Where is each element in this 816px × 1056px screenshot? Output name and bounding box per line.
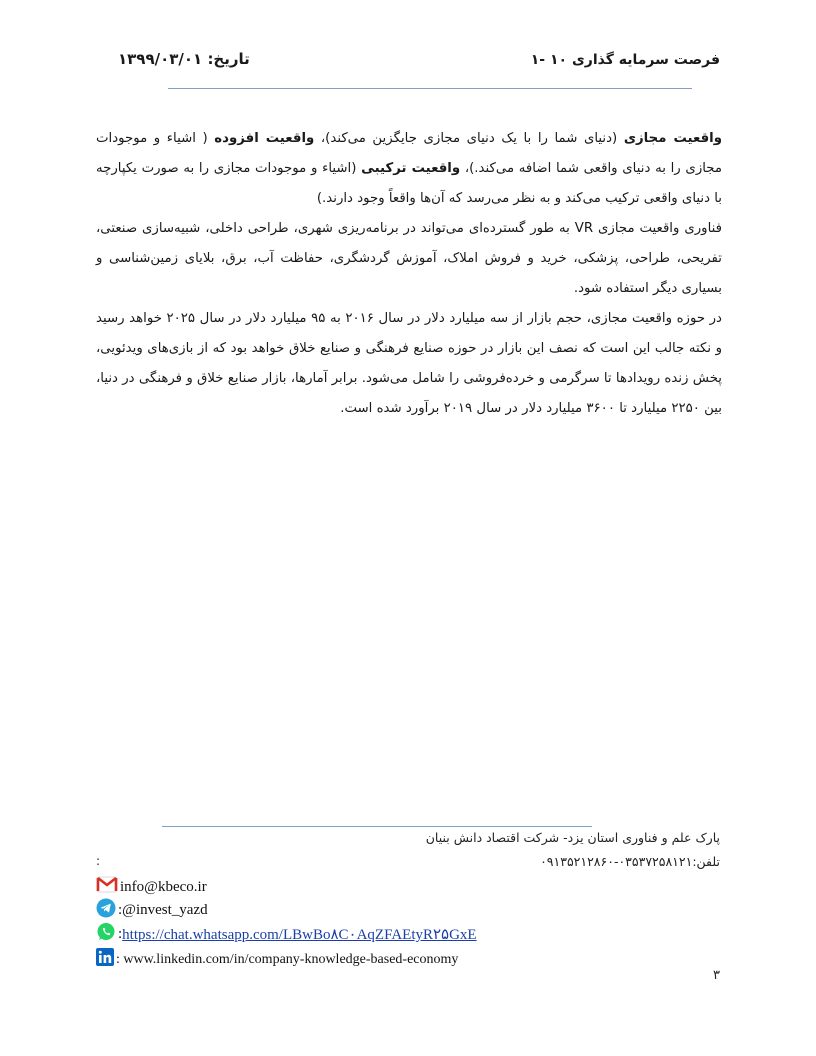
whatsapp-icon [96, 922, 116, 947]
whatsapp-prefix: : [118, 926, 123, 942]
text-segment: (اشیاء و موجودات مجازی را به صورت یکپارچه با دنیای واقعی ترکیب می‌کند و به نظر می‌رسد که آن‌ها واقعاً وجود دارند.) [96, 161, 722, 206]
document-date [118, 50, 250, 68]
whatsapp-row [96, 922, 477, 947]
linkedin-icon [96, 948, 114, 971]
term-virtual-reality: واقعیت مجازی [623, 131, 722, 146]
footer-divider [162, 826, 592, 827]
footer-phone: تلفن:۰۳۵۳۷۲۵۸۱۲۱-۰۹۱۳۵۲۱۲۸۶۰ [540, 854, 720, 869]
paragraph-vr-market: در حوزه واقعیت مجازی، حجم بازار از سه میلیارد دلار در سال ۲۰۱۶ به ۹۵ میلیارد دلار در سال ۲۰۲۵ خواهد رسید و نکته جالب این است که نصف این بازار در حوزه صنایع فرهنگی و صنایع خلاق خواهد بود که از بازی‌های ویدئویی، پخش زنده رویدادها تا سرگرمی و خرده‌فروشی را شامل می‌شود. برابر آمارها، بازار صنایع خلاق و فرهنگی در دنیا، بین ۲۲۵۰ میلیارد تا ۳۶۰۰ میلیارد دلار در سال ۲۰۱۹ برآورد شده است. [96, 311, 722, 416]
linkedin-url[interactable]: : www.linkedin.com/in/company-knowledge-based-economy [116, 951, 459, 967]
telegram-row [96, 898, 208, 923]
paragraph-vr-types [96, 124, 722, 214]
footer-organization: پارک علم و فناوری استان یزد- شرکت اقتصاد دانش بنیان [425, 830, 720, 845]
term-mixed-reality: واقعیت ترکیبی [361, 161, 461, 176]
page-number: ۳ [713, 968, 720, 983]
gmail-icon [96, 876, 118, 898]
document-body [96, 124, 722, 424]
date-value: ۱۳۹۹/۰۳/۰۱ [118, 50, 203, 68]
whatsapp-group-link[interactable]: https://chat.whatsapp.com/LBwBo۸C۰AqZFAEtyR۲۵GxE [122, 927, 477, 943]
footer-colon: : [96, 854, 101, 868]
header-divider [168, 88, 692, 89]
term-augmented-reality: واقعیت افزوده [214, 131, 315, 146]
linkedin-row [96, 948, 458, 971]
email-address[interactable]: info@kbeco.ir [120, 878, 207, 895]
telegram-icon [96, 898, 116, 923]
date-label: تاریخ: [207, 50, 250, 68]
email-row [96, 876, 207, 898]
text-segment: (دنیای شما را با یک دنیای مجازی جایگزین می‌کند)، [314, 131, 624, 146]
text-segment: ( اشیاء و موجودات مجازی را به دنیای واقعی شما اضافه می‌کند.)، [96, 131, 723, 176]
telegram-handle[interactable]: :@invest_yazd [118, 902, 208, 918]
paragraph-vr-applications: فناوری واقعیت مجازی VR به طور گسترده‌ای می‌تواند در برنامه‌ریزی شهری، طراحی داخلی، شبیه‌سازی صنعتی، تفریحی، طراحی، پزشکی، خرید و فروش املاک، آموزش گردشگری، حفاظت آب، برق، بلایای زمین‌شناسی و بسیاری دیگر استفاده شود. [96, 221, 722, 296]
document-title: فرصت سرمایه گذاری ۱۰ -۱ [530, 52, 720, 68]
